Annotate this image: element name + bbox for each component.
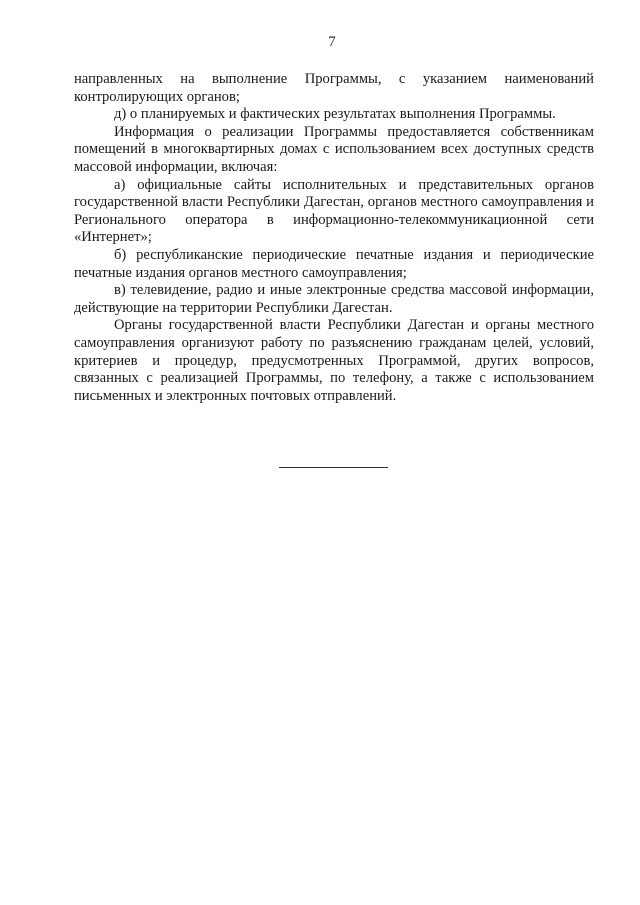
paragraph-item-v: в) телевидение, радио и иные электронные средства массовой информации, действующие на территории Республики Дагестан. [74,282,594,316]
paragraph-authorities: Органы государственной власти Республики Дагестан и органы местного самоуправления организуют работу по разъяснению гражданам целей, условий, критериев и процедур, предусмотренных Программой, других вопросов, связанных с реализацией Программы, по телефону, а также с использованием письменных и электронных почтовых отправлений. [74,317,594,404]
paragraph-continuation: направленных на выполнение Программы, с указанием наименований контролирующих органов; [74,71,594,105]
paragraph-item-b: б) республиканские периодические печатные издания и периодические печатные издания органов местного самоуправления; [74,246,594,281]
paragraph-item-a: а) официальные сайты исполнительных и представительных органов государственной власти Республики Дагестан, органов местного самоуправления и Регионального оператора в информационно-телекоммуникационной сети «Интернет»; [74,176,594,246]
end-separator-line [279,467,388,468]
document-body [74,71,594,405]
paragraph-information: Информация о реализации Программы предоставляется собственникам помещений в многоквартирных домах с использованием всех доступных средств массовой информации, включая: [74,123,594,175]
page-number: 7 [328,34,336,50]
paragraph-item-d: д) о планируемых и фактических результатах выполнения Программы. [114,106,556,123]
